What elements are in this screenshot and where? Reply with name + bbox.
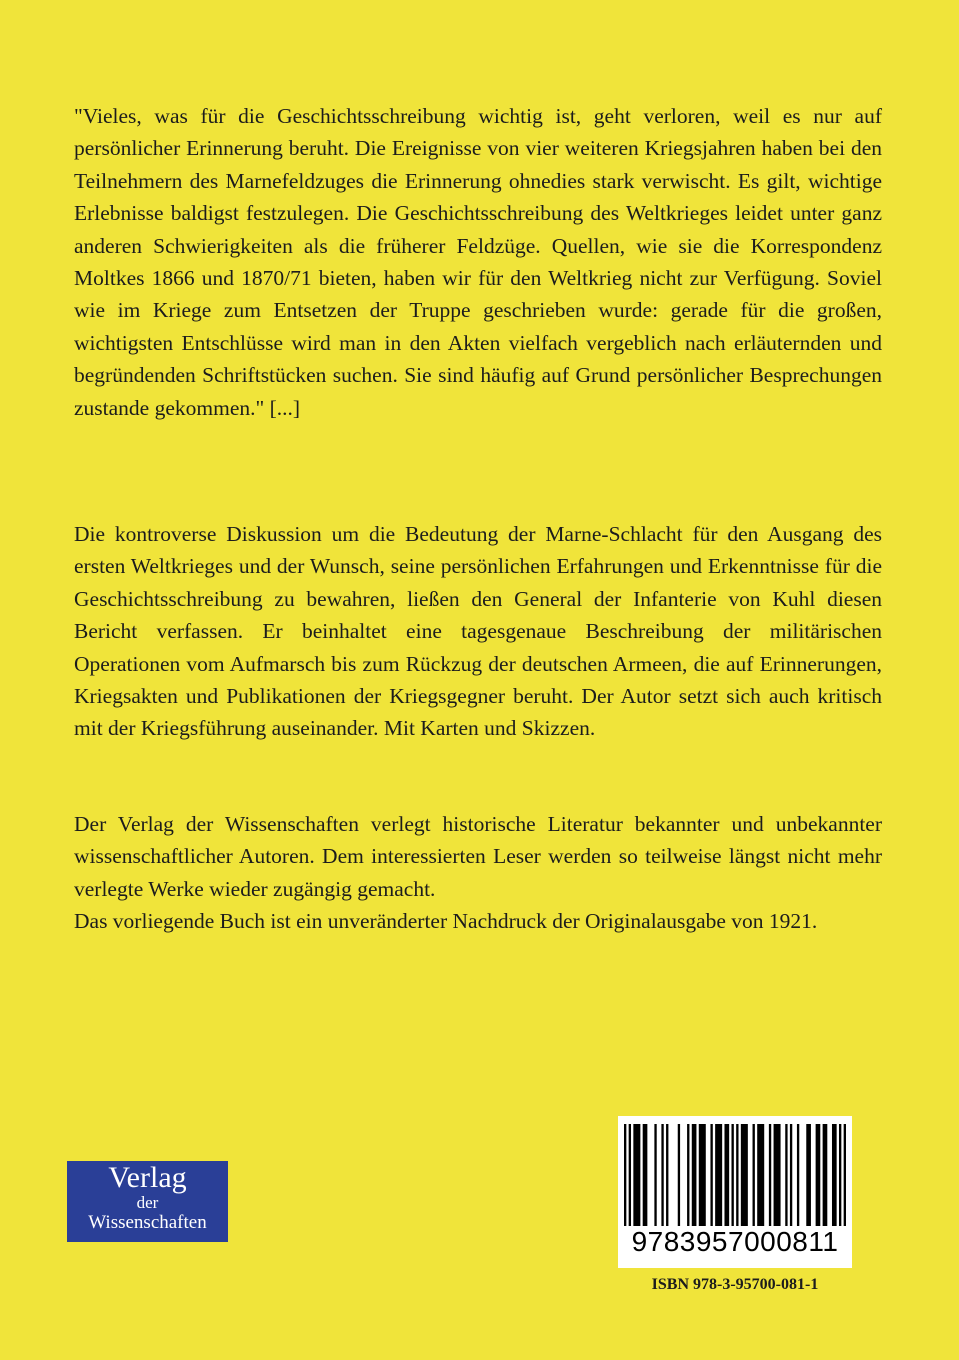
barcode-bars [618, 1116, 852, 1228]
barcode-bar [736, 1124, 738, 1226]
barcode-bar [741, 1124, 748, 1226]
isbn-label: ISBN 978-3-95700-081-1 [651, 1276, 819, 1293]
barcode-bar [785, 1124, 787, 1226]
barcode-bar [816, 1124, 821, 1226]
logo-line-wissenschaften: Wissenschaften [88, 1212, 207, 1233]
barcode-bar [724, 1124, 729, 1226]
logo-line-verlag: Verlag [108, 1161, 187, 1194]
barcode-bar [666, 1124, 668, 1226]
barcode-bar [797, 1124, 799, 1226]
barcode-bar [661, 1124, 663, 1226]
barcode-bar [643, 1124, 648, 1226]
barcode-bar [699, 1124, 706, 1226]
logo-line-der: der [136, 1193, 159, 1212]
barcode-bar [774, 1124, 781, 1226]
barcode-bar [832, 1124, 837, 1226]
barcode-bar [654, 1124, 656, 1226]
barcode-bar [769, 1124, 771, 1226]
barcode-bar [633, 1124, 640, 1226]
barcode-bar [731, 1124, 733, 1226]
barcode-bar [710, 1124, 712, 1226]
description-paragraph: Die kontroverse Diskussion um die Bedeutung der Marne-Schlacht für den Ausgang des ersten Weltkrieges und der Wunsch, seine persönlichen Erfahrungen und Erkenntnisse für die Geschichtsschreibung zu bewahren, ließen den General der Infanterie von Kuhl diesen Bericht verfassen. Er beinhaltet eine tagesgenaue Beschreibung der militärischen Operationen vom Aufmarsch bis zum Rückzug der deutschen Armeen, die auf Erinnerungen, Kriegsakten und Publikationen der Kriegsgegner beruht. Der Autor setzt sich auch kritisch mit der Kriegsführung auseinander. Mit Karten und Skizzen. [74, 522, 882, 741]
barcode-bar [844, 1124, 846, 1226]
barcode-bar [624, 1124, 626, 1226]
barcode-bar [629, 1124, 631, 1226]
barcode-bar [687, 1124, 689, 1226]
quote-paragraph: "Vieles, was für die Geschichtsschreibung wichtig ist, geht verloren, weil es nur auf persönlicher Erinnerung beruht. Die Ereignisse von vier weiteren Kriegsjahren haben bei den Teilnehmern des Marnefeldzuges die Erinnerung ohnedies stark verwischt. Es gilt, wichtige Erlebnisse baldigst festzulegen. Die Geschichtsschreibung des Weltkrieges leidet unter ganz anderen Schwierigkeiten als die früherer Feldzüge. Quellen, wie sie die Korrespondenz Moltkes 1866 und 1870/71 bieten, haben wir für den Weltkrieg nicht zur Verfügung. Soviel wie im Kriege zum Entsetzen der Truppe geschrieben wurde: gerade für die großen, wichtigsten Entschlüsse wird man in den Akten vielfach vergeblich nach erläuternden und begründenden Schriftstücken suchen. Sie sind häufig auf Grund persönlicher Besprechungen zustande gekommen." [...] [74, 104, 882, 420]
barcode [618, 1116, 852, 1268]
barcode-bar [715, 1124, 722, 1226]
publisher-note-paragraph: Der Verlag der Wissenschaften verlegt historische Literatur bekannter und unbekannter wissenschaftlicher Autoren. Dem interessierten Leser werden so teilweise längst nicht mehr verlegte Werke wieder zugängig gemacht. [74, 812, 882, 901]
barcode-bar [823, 1124, 828, 1226]
reprint-note-paragraph: Das vorliegende Buch ist ein unveränderter Nachdruck der Originalausgabe von 1921. [74, 909, 818, 933]
barcode-bar [692, 1124, 697, 1226]
barcode-bar [753, 1124, 755, 1226]
barcode-bar [757, 1124, 764, 1226]
barcode-bar [806, 1124, 811, 1226]
barcode-digits: 9783957000811 [631, 1226, 839, 1257]
barcode-bar [839, 1124, 841, 1226]
publisher-logo [67, 1161, 228, 1242]
barcode-bar [678, 1124, 680, 1226]
barcode-bar [790, 1124, 792, 1226]
